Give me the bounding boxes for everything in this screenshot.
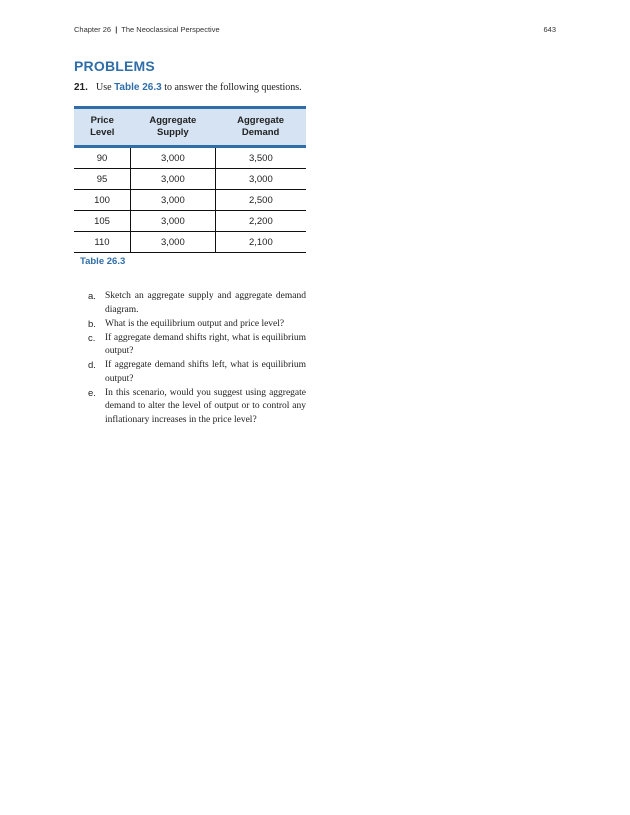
data-table bbox=[74, 106, 306, 253]
header-demand-line2: Demand bbox=[241, 127, 280, 138]
section-title: PROBLEMS bbox=[74, 58, 155, 74]
problem-text-before: Use bbox=[96, 82, 115, 93]
part-letter: a. bbox=[88, 291, 96, 302]
part-letter: d. bbox=[88, 360, 96, 371]
table-row bbox=[74, 190, 306, 211]
list-item bbox=[88, 359, 306, 386]
problem-number: 21. bbox=[74, 82, 88, 93]
table-cell: 2,100 bbox=[215, 232, 306, 253]
part-text: In this scenario, would you suggest using aggregate demand to alter the level of output or to control any inflationary increases in the price level? bbox=[105, 387, 306, 425]
header-price-line2: Level bbox=[90, 127, 115, 138]
chapter-title: The Neoclassical Perspective bbox=[121, 25, 220, 34]
header-aggregate-supply bbox=[130, 108, 215, 147]
table-cell: 3,000 bbox=[130, 190, 215, 211]
question-parts-list bbox=[88, 290, 306, 428]
list-item bbox=[88, 332, 306, 359]
header-aggregate-demand bbox=[215, 108, 306, 147]
table-cell: 100 bbox=[74, 190, 130, 211]
table-cell: 3,000 bbox=[130, 211, 215, 232]
table-cell: 3,500 bbox=[215, 147, 306, 169]
table-cell: 3,000 bbox=[130, 147, 215, 169]
table-caption: Table 26.3 bbox=[80, 256, 126, 267]
list-item bbox=[88, 290, 306, 317]
header-price-line1: Price bbox=[90, 115, 114, 126]
part-letter: e. bbox=[88, 387, 96, 399]
page-number: 643 bbox=[543, 25, 556, 34]
list-item bbox=[88, 318, 306, 332]
list-item bbox=[88, 387, 306, 428]
header-supply-line1: Aggregate bbox=[149, 115, 197, 126]
part-text: If aggregate demand shifts right, what is equilibrium output? bbox=[105, 332, 306, 356]
problem-statement bbox=[74, 82, 302, 93]
table-cell: 105 bbox=[74, 211, 130, 232]
part-text: Sketch an aggregate supply and aggregate demand diagram. bbox=[105, 291, 306, 315]
part-text: What is the equilibrium output and price level? bbox=[105, 318, 285, 329]
part-letter: b. bbox=[88, 318, 96, 330]
part-letter: c. bbox=[88, 332, 96, 344]
table-row bbox=[74, 232, 306, 253]
header-price-level bbox=[74, 108, 130, 147]
table-cell: 95 bbox=[74, 169, 130, 190]
table-cell: 90 bbox=[74, 147, 130, 169]
header-demand-line1: Aggregate bbox=[237, 115, 285, 126]
table-header-row bbox=[74, 108, 306, 147]
problem-text-after: to answer the following questions. bbox=[161, 82, 302, 93]
table-row bbox=[74, 169, 306, 190]
table-row bbox=[74, 211, 306, 232]
table-cell: 3,000 bbox=[215, 169, 306, 190]
header-supply-line2: Supply bbox=[157, 127, 189, 138]
part-text: If aggregate demand shifts left, what is equilibrium output? bbox=[105, 360, 306, 384]
table-row bbox=[74, 147, 306, 169]
table-cell: 2,500 bbox=[215, 190, 306, 211]
chapter-number: Chapter 26 bbox=[74, 25, 112, 34]
table-reference-link[interactable]: Table 26.3 bbox=[114, 82, 162, 93]
table-cell: 110 bbox=[74, 232, 130, 253]
running-header bbox=[74, 25, 220, 34]
table-cell: 2,200 bbox=[215, 211, 306, 232]
table-cell: 3,000 bbox=[130, 232, 215, 253]
table-cell: 3,000 bbox=[130, 169, 215, 190]
header-separator: | bbox=[115, 25, 118, 34]
